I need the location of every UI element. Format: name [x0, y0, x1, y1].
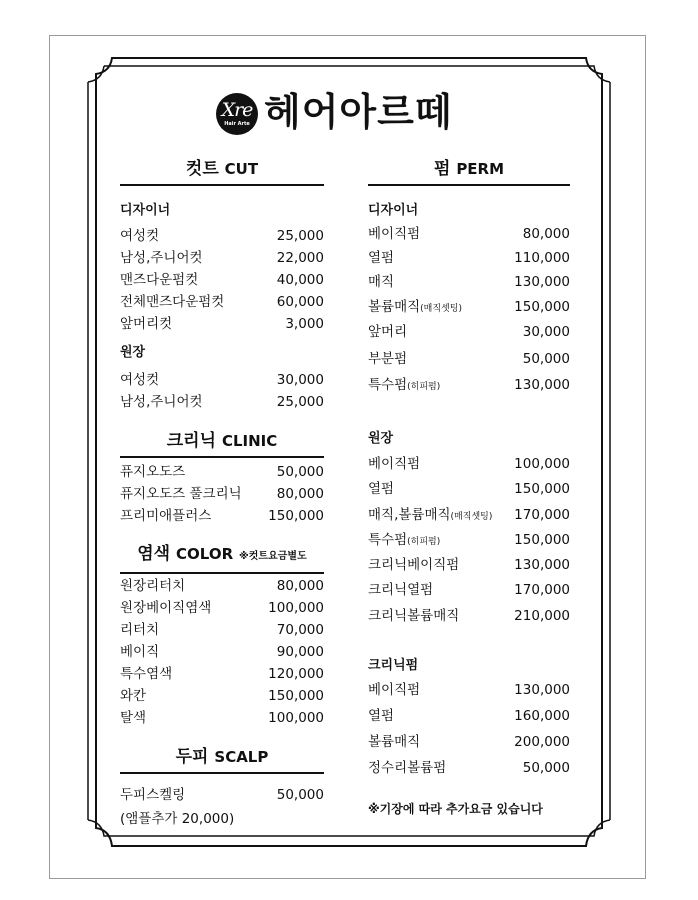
item-price: 150,000: [514, 299, 570, 315]
item-name: 볼륨매직: [368, 299, 421, 315]
cut-director-label: 원장: [120, 345, 146, 360]
cut-designer-label: 디자이너: [120, 203, 171, 218]
item-price: 210,000: [514, 608, 570, 624]
right-column: [368, 0, 570, 900]
logo-subtitle: Hair Arte: [224, 121, 250, 127]
item-price: 60,000: [276, 294, 324, 310]
item-price: 150,000: [268, 688, 324, 704]
item-name: 매직: [368, 274, 395, 290]
item-name: 퓨지오도즈 풀크리닉: [120, 486, 242, 502]
item-price: 100,000: [268, 600, 324, 616]
item-price: 130,000: [514, 274, 570, 290]
item-name: 열펌: [368, 250, 395, 266]
item-price: 40,000: [276, 272, 324, 288]
item-name: 정수리볼륨펌: [368, 760, 447, 776]
item-price: 70,000: [276, 622, 324, 638]
cut-heading-en: CUT: [224, 160, 259, 178]
item-price: 50,000: [522, 351, 570, 367]
item-name: 베이직펌: [368, 682, 421, 698]
item-name: 탈색: [120, 710, 147, 726]
item-price: 130,000: [514, 682, 570, 698]
item-name: 열펌: [368, 481, 395, 497]
item-name: 맨즈다운펌컷: [120, 272, 199, 288]
item-name: 특수염색: [120, 666, 173, 682]
item-price: 30,000: [276, 372, 324, 388]
item-price: 50,000: [276, 464, 324, 480]
item-name-note: (히피펌): [407, 382, 441, 392]
item-name: 여성컷: [120, 372, 160, 388]
item-price: 170,000: [514, 582, 570, 598]
item-name-note: (히피펌): [407, 537, 441, 547]
item-name: 부분펌: [368, 351, 408, 367]
item-name: 베이직: [120, 644, 160, 660]
item-name: 특수펌: [368, 532, 408, 548]
item-name: 원장베이직염색: [120, 600, 212, 616]
section-cut-heading: [120, 158, 324, 186]
color-heading-ko: 염색: [137, 544, 171, 564]
cut-heading-ko: 컷트: [185, 159, 219, 179]
section-scalp-heading: [120, 746, 324, 774]
item-price: 25,000: [276, 228, 324, 244]
section-clinic-heading: [120, 430, 324, 458]
item-price: 3,000: [285, 316, 324, 332]
perm-heading-ko: 펌: [433, 159, 451, 179]
item-name: 전체맨즈다운펌컷: [120, 294, 225, 310]
item-name: 베이직펌: [368, 226, 421, 242]
item-price: 30,000: [522, 324, 570, 340]
item-price: 22,000: [276, 250, 324, 266]
salon-title: 헤어아르떼: [264, 90, 453, 134]
item-name: 베이직펌: [368, 456, 421, 472]
item-name: 두피스켈링: [120, 787, 186, 803]
section-color-heading: [120, 543, 324, 574]
item-price: 110,000: [514, 250, 570, 266]
clinic-heading-en: CLINIC: [221, 432, 278, 450]
perm-director-label: 원장: [368, 431, 394, 446]
item-name: 열펌: [368, 708, 395, 724]
section-perm-heading: [368, 158, 570, 186]
item-price: 170,000: [514, 507, 570, 523]
item-price: 100,000: [514, 456, 570, 472]
left-column: [120, 0, 324, 900]
perm-clinic-label: 크리닉펌: [368, 658, 419, 673]
length-surcharge-note: ※기장에 따라 추가요금 있습니다: [368, 802, 543, 816]
item-name: 크리닉베이직펌: [368, 557, 460, 573]
item-name: 남성,주니어컷: [120, 250, 203, 266]
item-price: 80,000: [276, 486, 324, 502]
perm-heading-en: PERM: [456, 160, 505, 178]
item-name: 매직,볼륨매직: [368, 507, 451, 523]
item-name: 크리닉열펌: [368, 582, 434, 598]
scalp-heading-en: SCALP: [214, 748, 269, 766]
item-name-note: (매직셋팅): [450, 512, 493, 522]
item-price: 130,000: [514, 377, 570, 393]
item-price: 25,000: [276, 394, 324, 410]
scalp-heading-ko: 두피: [175, 747, 209, 767]
item-price: 160,000: [514, 708, 570, 724]
item-name: 프리미애플러스: [120, 508, 212, 524]
item-name-note: (매직셋팅): [420, 304, 462, 314]
item-price: 150,000: [514, 481, 570, 497]
item-price: 90,000: [276, 644, 324, 660]
item-price: 50,000: [276, 787, 324, 803]
color-heading-note: ※컷트요금별도: [239, 551, 307, 562]
perm-designer-label: 디자이너: [368, 203, 419, 218]
item-name: 와칸: [120, 688, 147, 704]
item-name: 남성,주니어컷: [120, 394, 203, 410]
clinic-heading-ko: 크리닉: [166, 431, 217, 451]
item-name: 특수펌: [368, 377, 408, 393]
item-price: 150,000: [268, 508, 324, 524]
item-name: 앞머리: [368, 324, 408, 340]
item-name: 여성컷: [120, 228, 160, 244]
item-price: 150,000: [514, 532, 570, 548]
item-price: 80,000: [522, 226, 570, 242]
item-name: 리터치: [120, 622, 160, 638]
color-heading-en: COLOR: [176, 545, 234, 563]
item-price: 130,000: [514, 557, 570, 573]
item-name: 앞머리컷: [120, 316, 173, 332]
item-price: 50,000: [522, 760, 570, 776]
item-name: 퓨지오도즈: [120, 464, 186, 480]
item-price: 200,000: [514, 734, 570, 750]
item-name: 크리닉볼륨매직: [368, 608, 460, 624]
scalp-ampoule-note: (앰플추가 20,000): [120, 811, 235, 827]
item-name: 원장리터치: [120, 578, 186, 594]
item-price: 80,000: [276, 578, 324, 594]
item-name: 볼륨매직: [368, 734, 421, 750]
logo-mark: Xre: [221, 99, 253, 121]
item-price: 120,000: [268, 666, 324, 682]
item-price: 100,000: [268, 710, 324, 726]
